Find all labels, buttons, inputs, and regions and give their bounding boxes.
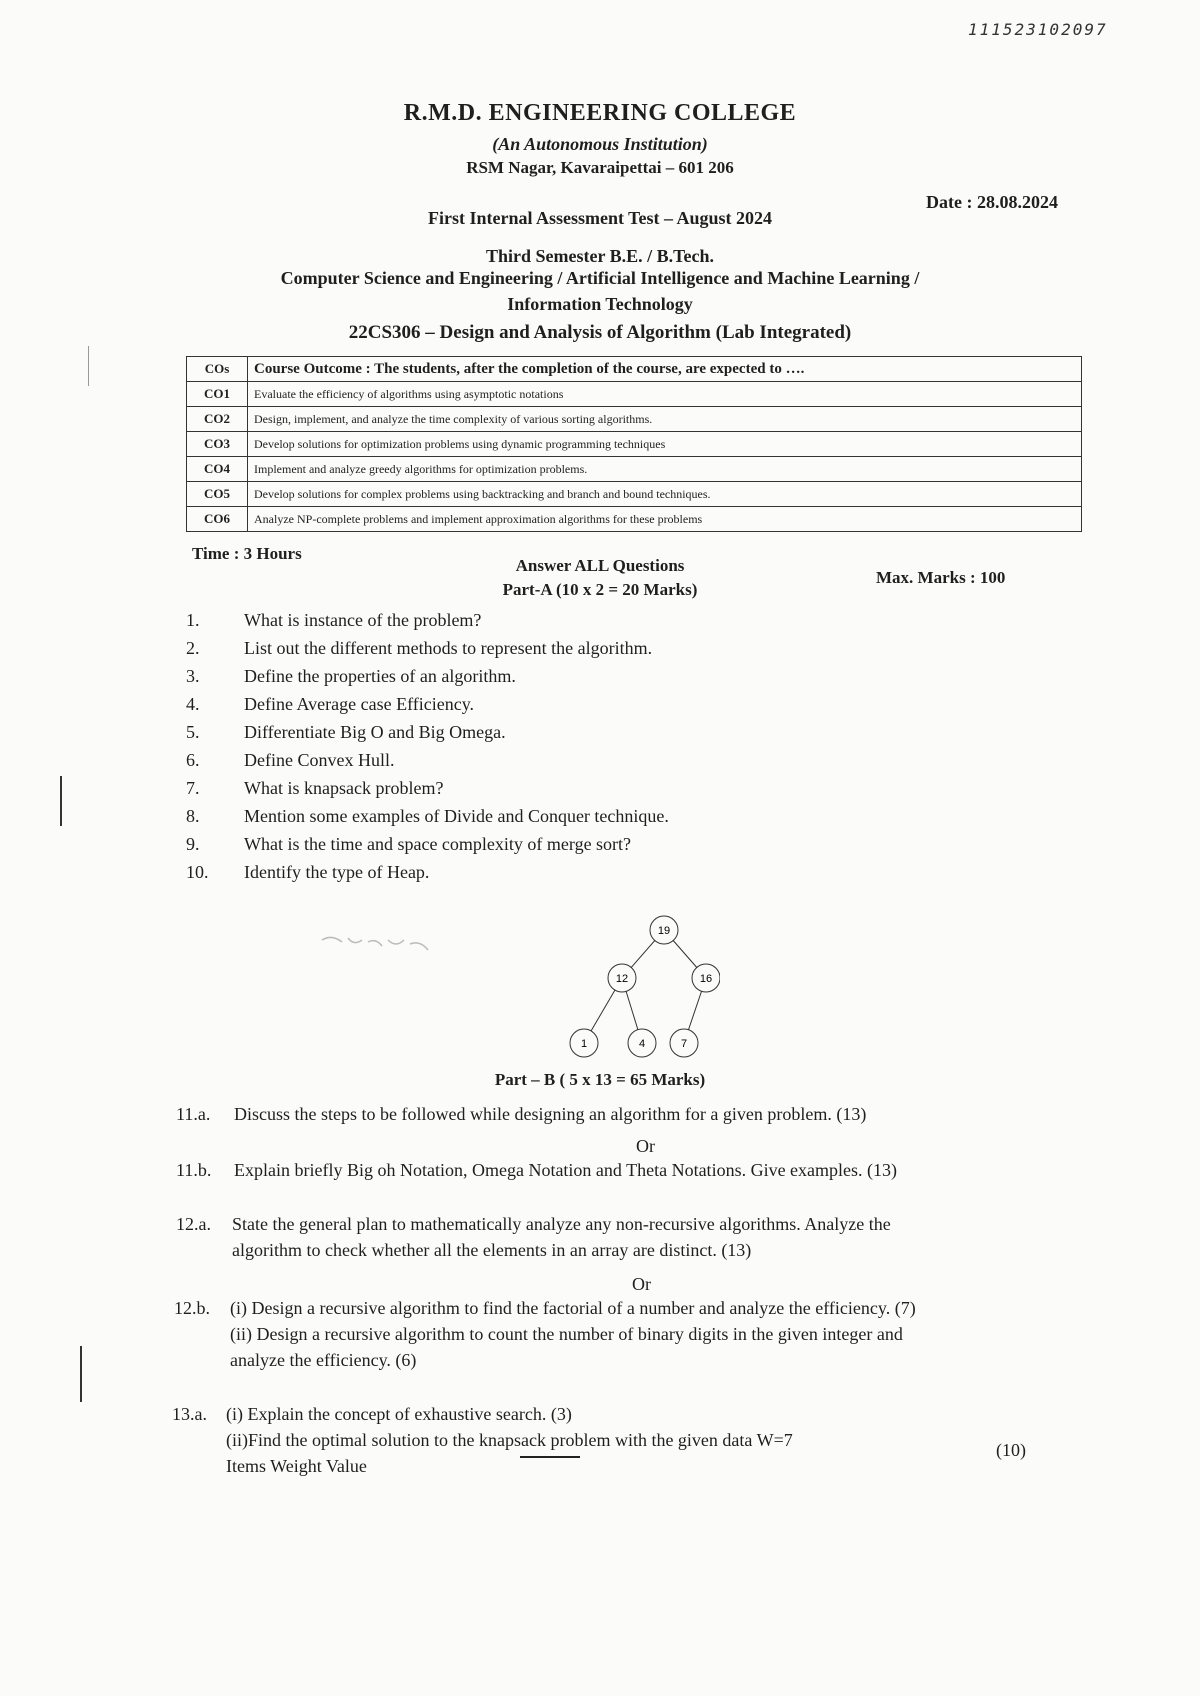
question-number: 11.b.: [176, 1160, 212, 1180]
college-address: RSM Nagar, Kavaraipettai – 601 206: [466, 158, 734, 177]
question-number: 5.: [186, 722, 200, 742]
question-number: 13.a.: [172, 1404, 207, 1424]
table-row: [187, 482, 1082, 507]
margin-mark: [80, 1346, 82, 1402]
margin-mark: [88, 346, 89, 386]
question-number: 7.: [186, 778, 200, 798]
question-text: List out the different methods to represent the algorithm.: [244, 638, 653, 658]
question-number: 4.: [186, 694, 200, 714]
or-separator: Or: [632, 1274, 651, 1294]
co-text: Develop solutions for complex problems using backtracking and branch and bound techniques.: [248, 482, 1082, 507]
max-marks: Max. Marks : 100: [876, 568, 1006, 587]
part-b-title: Part – B ( 5 x 13 = 65 Marks): [494, 1070, 706, 1089]
co-code: CO5: [187, 482, 248, 507]
test-title: First Internal Assessment Test – August 2024: [427, 208, 773, 228]
question-text: Define the properties of an algorithm.: [244, 666, 516, 686]
co-header-code: COs: [187, 357, 248, 382]
question-number: 9.: [186, 834, 200, 854]
or-separator: Or: [636, 1136, 655, 1156]
co-text: Implement and analyze greedy algorithms for optimization problems.: [248, 457, 1082, 482]
question-text: algorithm to check whether all the elements in an array are distinct. (13): [232, 1240, 752, 1260]
question-text: analyze the efficiency. (6): [230, 1350, 417, 1370]
question-text: Differentiate Big O and Big Omega.: [244, 722, 506, 742]
question-number: 11.a.: [176, 1104, 211, 1124]
answer-all-instruction: Answer ALL Questions: [515, 556, 685, 575]
department-line-2: Information Technology: [507, 294, 693, 314]
college-subtitle: (An Autonomous Institution): [492, 134, 708, 154]
course-title: 22CS306 – Design and Analysis of Algorithm (Lab Integrated): [348, 322, 852, 343]
pen-underline: [520, 1456, 580, 1458]
question-number: 10.: [186, 862, 209, 882]
question-text: What is knapsack problem?: [244, 778, 444, 798]
course-outcome-table: [186, 356, 1082, 532]
question-text: State the general plan to mathematically analyze any non-recursive algorithms. Analyze the: [232, 1214, 891, 1234]
co-code: CO2: [187, 407, 248, 432]
question-text: Define Average case Efficiency.: [244, 694, 475, 714]
co-code: CO3: [187, 432, 248, 457]
question-text: Discuss the steps to be followed while designing an algorithm for a given problem. (13): [234, 1104, 867, 1124]
question-text: What is instance of the problem?: [244, 610, 482, 630]
table-row: [187, 507, 1082, 532]
question-number: 6.: [186, 750, 200, 770]
question-text: (i) Design a recursive algorithm to find the factorial of a number and analyze the efficiency. (7): [230, 1298, 916, 1318]
question-number: 8.: [186, 806, 200, 826]
semester: Third Semester B.E. / B.Tech.: [485, 246, 714, 266]
table-row: [187, 457, 1082, 482]
question-text: Identify the type of Heap.: [244, 862, 430, 882]
tree-node-label: 16: [699, 973, 713, 985]
co-code: CO4: [187, 457, 248, 482]
question-number: 3.: [186, 666, 200, 686]
question-text: Define Convex Hull.: [244, 750, 395, 770]
co-text: Design, implement, and analyze the time complexity of various sorting algorithms.: [248, 407, 1082, 432]
tree-node-label: 7: [680, 1038, 688, 1050]
question-text: What is the time and space complexity of merge sort?: [244, 834, 632, 854]
part-a-title: Part-A (10 x 2 = 20 Marks): [502, 580, 698, 599]
tree-node-label: 1: [580, 1038, 588, 1050]
handwritten-register-number: 111523102097: [968, 20, 1108, 39]
pencil-smudge: [318, 930, 448, 966]
question-text: Mention some examples of Divide and Conquer technique.: [244, 806, 669, 826]
exam-date: Date : 28.08.2024: [926, 192, 1058, 212]
tree-node-label: 12: [615, 973, 629, 985]
question-number: 12.b.: [174, 1298, 210, 1318]
question-number: 12.a.: [176, 1214, 211, 1234]
co-header-outcome: Course Outcome : The students, after the completion of the course, are expected to ….: [248, 357, 1082, 382]
exam-duration: Time : 3 Hours: [192, 544, 302, 563]
department: Computer Science and Engineering / Artificial Intelligence and Machine Learning /: [280, 268, 920, 288]
question-number: 2.: [186, 638, 200, 658]
table-row: [187, 432, 1082, 457]
question-text: (i) Explain the concept of exhaustive search. (3): [226, 1404, 572, 1424]
tree-node-label: 4: [638, 1038, 646, 1050]
co-code: CO1: [187, 382, 248, 407]
co-text: Analyze NP-complete problems and implement approximation algorithms for these problems: [248, 507, 1082, 532]
question-marks: (10): [996, 1440, 1026, 1460]
co-code: CO6: [187, 507, 248, 532]
table-row: [187, 382, 1082, 407]
question-number: 1.: [186, 610, 200, 630]
tree-node-label: 19: [657, 925, 671, 937]
question-text: (ii)Find the optimal solution to the knapsack problem with the given data W=7: [226, 1430, 793, 1450]
co-table-header: [187, 357, 1082, 382]
question-text: Items Weight Value: [226, 1456, 367, 1476]
heap-tree-diagram: [560, 910, 720, 1060]
co-text: Develop solutions for optimization problems using dynamic programming techniques: [248, 432, 1082, 457]
margin-mark: [60, 776, 62, 826]
co-text: Evaluate the efficiency of algorithms using asymptotic notations: [248, 382, 1082, 407]
college-name: R.M.D. ENGINEERING COLLEGE: [403, 100, 797, 126]
question-text: (ii) Design a recursive algorithm to count the number of binary digits in the given integer and: [230, 1324, 903, 1344]
question-text: Explain briefly Big oh Notation, Omega Notation and Theta Notations. Give examples. (13): [234, 1160, 898, 1180]
table-row: [187, 407, 1082, 432]
